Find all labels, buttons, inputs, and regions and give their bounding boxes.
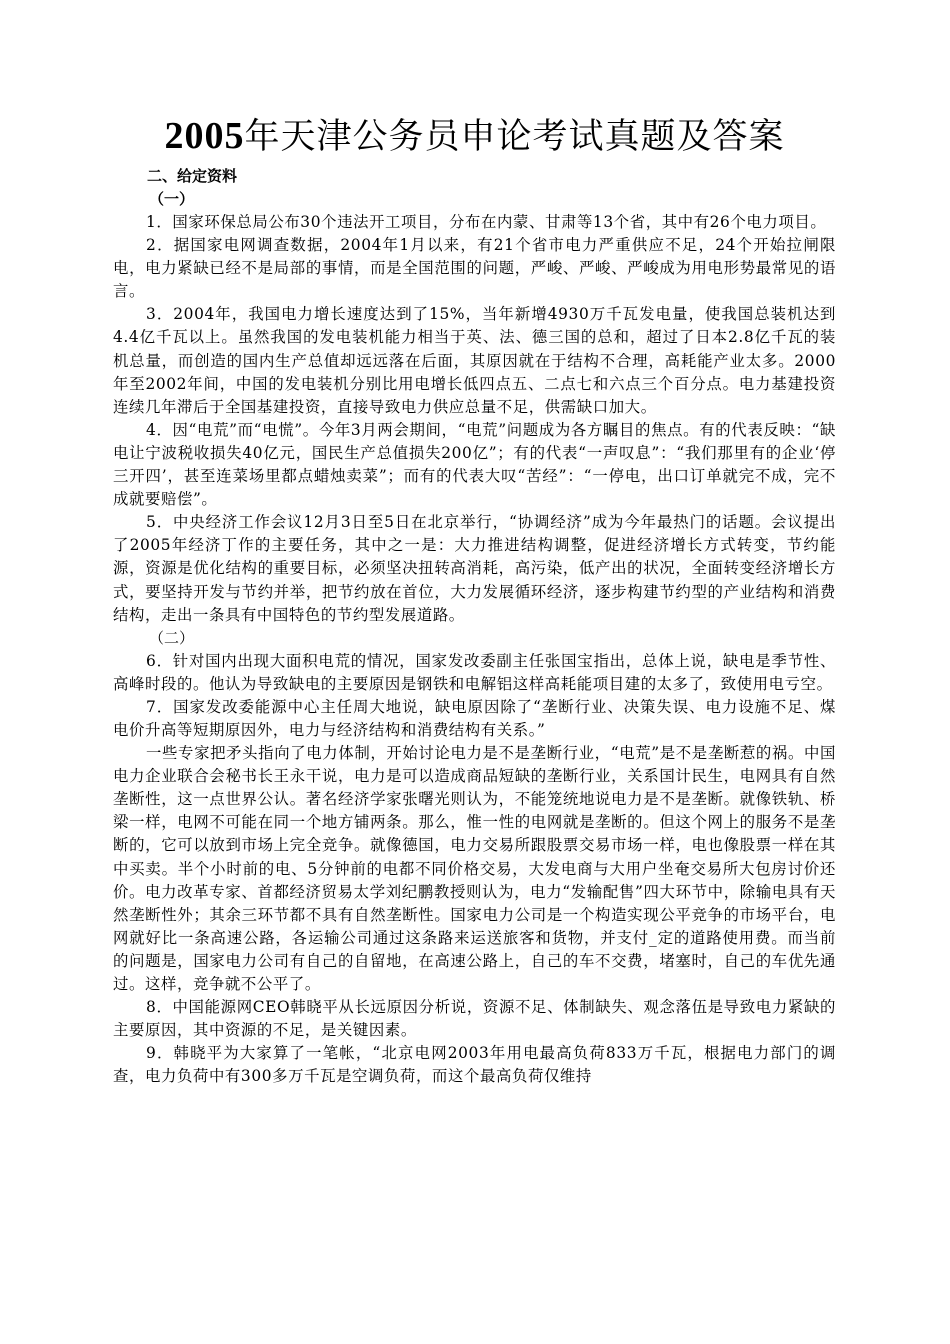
title-year: 2005 — [164, 115, 245, 157]
paragraph-6: 6．针对国内出现大面积电荒的情况，国家发改委副主任张国宝指出，总体上说，缺电是季节性、高峰时段的。他认为导致缺电的主要原因是钢铁和电解铝这样高耗能项目建的太多了，致使用电亏空。 — [113, 651, 836, 693]
document-title — [113, 112, 836, 161]
section-heading: 二、给定资料 — [147, 167, 238, 185]
paragraph-7: 7．国家发改委能源中心主任周大地说，缺电原因除了“垄断行业、决策失误、电力设施不足、煤电价升高等短期原因外，电力与经济结构和消费结构有关系。” — [113, 697, 836, 739]
paragraph-2: 2．据国家电网调查数据，2004年1月以来，有21个省市电力严重供应不足，24个开始拉闸限电，电力紧缺已经不是局部的事情，而是全国范围的问题，严峻、严峻、严峻成为用电形势最常见的语言。 — [113, 236, 836, 301]
paragraph-5: 5．中央经济工作会议12月3日至5日在北京举行，“协调经济”成为今年最热门的话题。会议提出了2005年经济丁作的主要任务，其中之一是：大力推进结构调整，促进经济增长方式转变，节约能源，资源是优化结构的重要目标，必须坚决扭转高消耗，高污染，低产出的状况，全面转变经济增长方式，要坚持开发与节约并举，把节约放在首位，大力发展循环经济，逐步构建节约型的产业结构和消费结构，走出一条具有中国特色的节约型发展道路。 — [113, 513, 836, 624]
title-text: 年天津公务员申论考试真题及答案 — [244, 117, 785, 157]
paragraph-4: 4．因“电荒”而“电慌”。今年3月两会期间，“电荒”问题成为各方瞩目的焦点。有的代表反映：“缺电让宁波税收损失40亿元，国民生产总值损失200亿”；有的代表“一声叹息”：“我们那里有的企业‘停三开四’，甚至连菜场里都点蜡烛卖菜”；而有的代表大叹“苦经”：“一停电，出口订单就完不成，完不成就要赔偿”。 — [113, 420, 836, 509]
paragraph-9: 9．韩晓平为大家算了一笔帐，“北京电网2003年用电最高负荷833万千瓦，根据电力部门的调查，电力负荷中有300多万千瓦是空调负荷，而这个最高负荷仅维持 — [113, 1044, 836, 1086]
part-two-heading: （二） — [149, 628, 195, 647]
paragraph-3: 3．2004年，我国电力增长速度达到了15%，当年新增4930万千瓦发电量，使我国总装机达到4.4亿千瓦以上。虽然我国的发电装机能力相当于英、法、德三国的总和，超过了日本2.8亿千瓦的装机总量，而创造的国内生产总值却远远落在后面，其原因就在于结构不合理，高耗能产业太多。2000年至2002年间，中国的发电装机分别比用电增长低四点五、二点七和六点三个百分点。电力基建投资连续几年滞后于全国基建投资，直接导致电力供应总量不足，供需缺口加大。 — [113, 305, 836, 416]
document-page — [113, 112, 836, 1088]
part-one-heading: （一） — [149, 190, 195, 208]
paragraph-7-continued: 一些专家把矛头指向了电力体制，开始讨论电力是不是垄断行业，“电荒”是不是垄断惹的祸。中国电力企业联合会秘书长王永干说，电力是可以造成商品短缺的垄断行业，关系国计民生，电网具有自然垄断性，这一点世界公认。著名经济学家张曙光则认为，不能笼统地说电力是不是垄断。就像铁轨、桥梁一样，电网不可能在同一个地方铺两条。那么，惟一性的电网就是垄断的。但这个网上的服务不是垄断的，它可以放到市场上完全竞争。就像德国，电力交易所跟股票交易市场一样，电也像股票一样在其中买卖。半个小时前的电、5分钟前的电都不同价格交易，大发电商与大用户坐奄交易所大包房讨价还价。电力改革专家、首都经济贸易太学刘纪鹏教授则认为，电力“发输配售”四大环节中，除输电具有天然垄断性外；其余三环节都不具有自然垄断性。国家电力公司是一个构造实现公平竞争的市场平台，电网就好比一条高速公路，各运输公司通过这条路来运送旅客和货物，并支付_定的道路使用费。而当前的问题是，国家电力公司有自己的自留地，在高速公路上，自己的车不交费，堵塞时，自己的车优先通过。这样，竞争就不公平了。 — [113, 744, 836, 993]
paragraph-8: 8．中国能源网CEO韩晓平从长远原因分析说，资源不足、体制缺失、观念落伍是导致电力紧缺的主要原因，其中资源的不足，是关键因素。 — [113, 998, 836, 1040]
paragraph-1: 1．国家环保总局公布30个违法开工项目，分布在内蒙、甘肃等13个省，其中有26个电力项目。 — [146, 213, 827, 231]
